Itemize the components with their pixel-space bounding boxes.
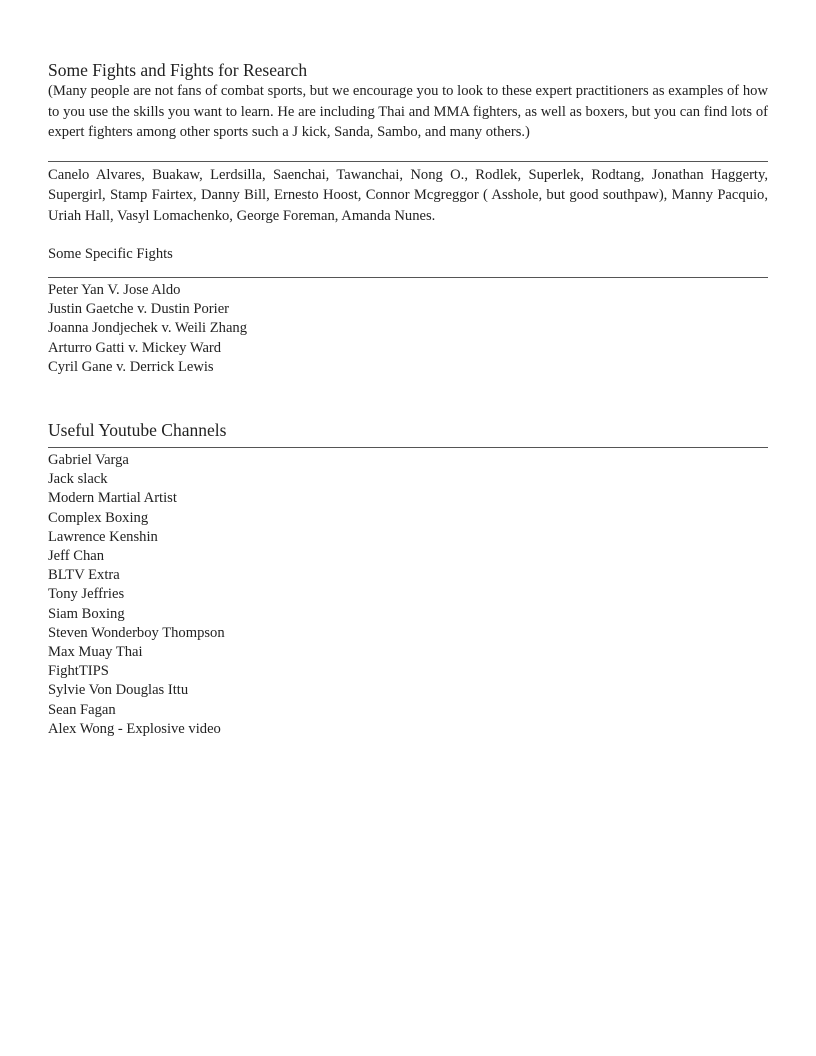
channels-list	[48, 451, 768, 739]
list-item: Tony Jeffries	[48, 586, 125, 603]
channels-heading: Useful Youtube Channels	[48, 420, 227, 441]
list-item: Lawrence Kenshin	[48, 528, 158, 545]
research-intro: (Many people are not fans of combat sports, but we encourage you to look to these expert practitioners as examples of how to you use the skills you want to learn. He are including Thai and MMA fighters, as well as boxers, but you can find lots of expert fighters among other sports such a J kick, Sanda, Sambo, and many others.)	[48, 83, 768, 140]
list-item: Arturro Gatti v. Mickey Ward	[48, 339, 222, 356]
document-page	[48, 60, 768, 739]
list-item: Steven Wonderboy Thompson	[48, 624, 225, 641]
list-item: Siam Boxing	[48, 605, 125, 622]
list-item: Jack slack	[48, 471, 108, 488]
list-item: Alex Wong - Explosive video	[48, 720, 221, 737]
list-item: Cyril Gane v. Derrick Lewis	[48, 358, 214, 375]
list-item: Complex Boxing	[48, 509, 149, 526]
list-item: Peter Yan V. Jose Aldo	[48, 282, 181, 298]
list-item: Joanna Jondjechek v. Weili Zhang	[48, 320, 248, 337]
fighter-list: Canelo Alvares, Buakaw, Lerdsilla, Saenchai, Tawanchai, Nong O., Rodlek, Superlek, Rodtang, Jonathan Haggerty, Supergirl, Stamp Fairtex, Danny Bill, Ernesto Hoost, Connor Mcgreggor ( Asshole, but good southpaw), Manny Pacquio, Uriah Hall, Vasyl Lomachenko, George Foreman, Amanda Nunes.	[48, 166, 768, 224]
section-divider	[48, 447, 768, 448]
list-item: Sean Fagan	[48, 701, 116, 718]
research-heading: Some Fights and Fights for Research	[48, 60, 308, 80]
list-item: Jeff Chan	[48, 548, 105, 565]
list-item: Gabriel Varga	[48, 452, 129, 469]
section-divider	[48, 161, 768, 162]
list-item: Justin Gaetche v. Dustin Porier	[48, 301, 230, 318]
fights-heading: Some Specific Fights	[48, 246, 173, 262]
list-item: FightTIPS	[48, 663, 109, 680]
list-item: BLTV Extra	[48, 567, 120, 584]
section-divider	[48, 277, 768, 278]
list-item: Modern Martial Artist	[48, 490, 177, 507]
fights-list	[48, 281, 768, 377]
list-item: Max Muay Thai	[48, 644, 143, 661]
list-item: Sylvie Von Douglas Ittu	[48, 682, 189, 699]
